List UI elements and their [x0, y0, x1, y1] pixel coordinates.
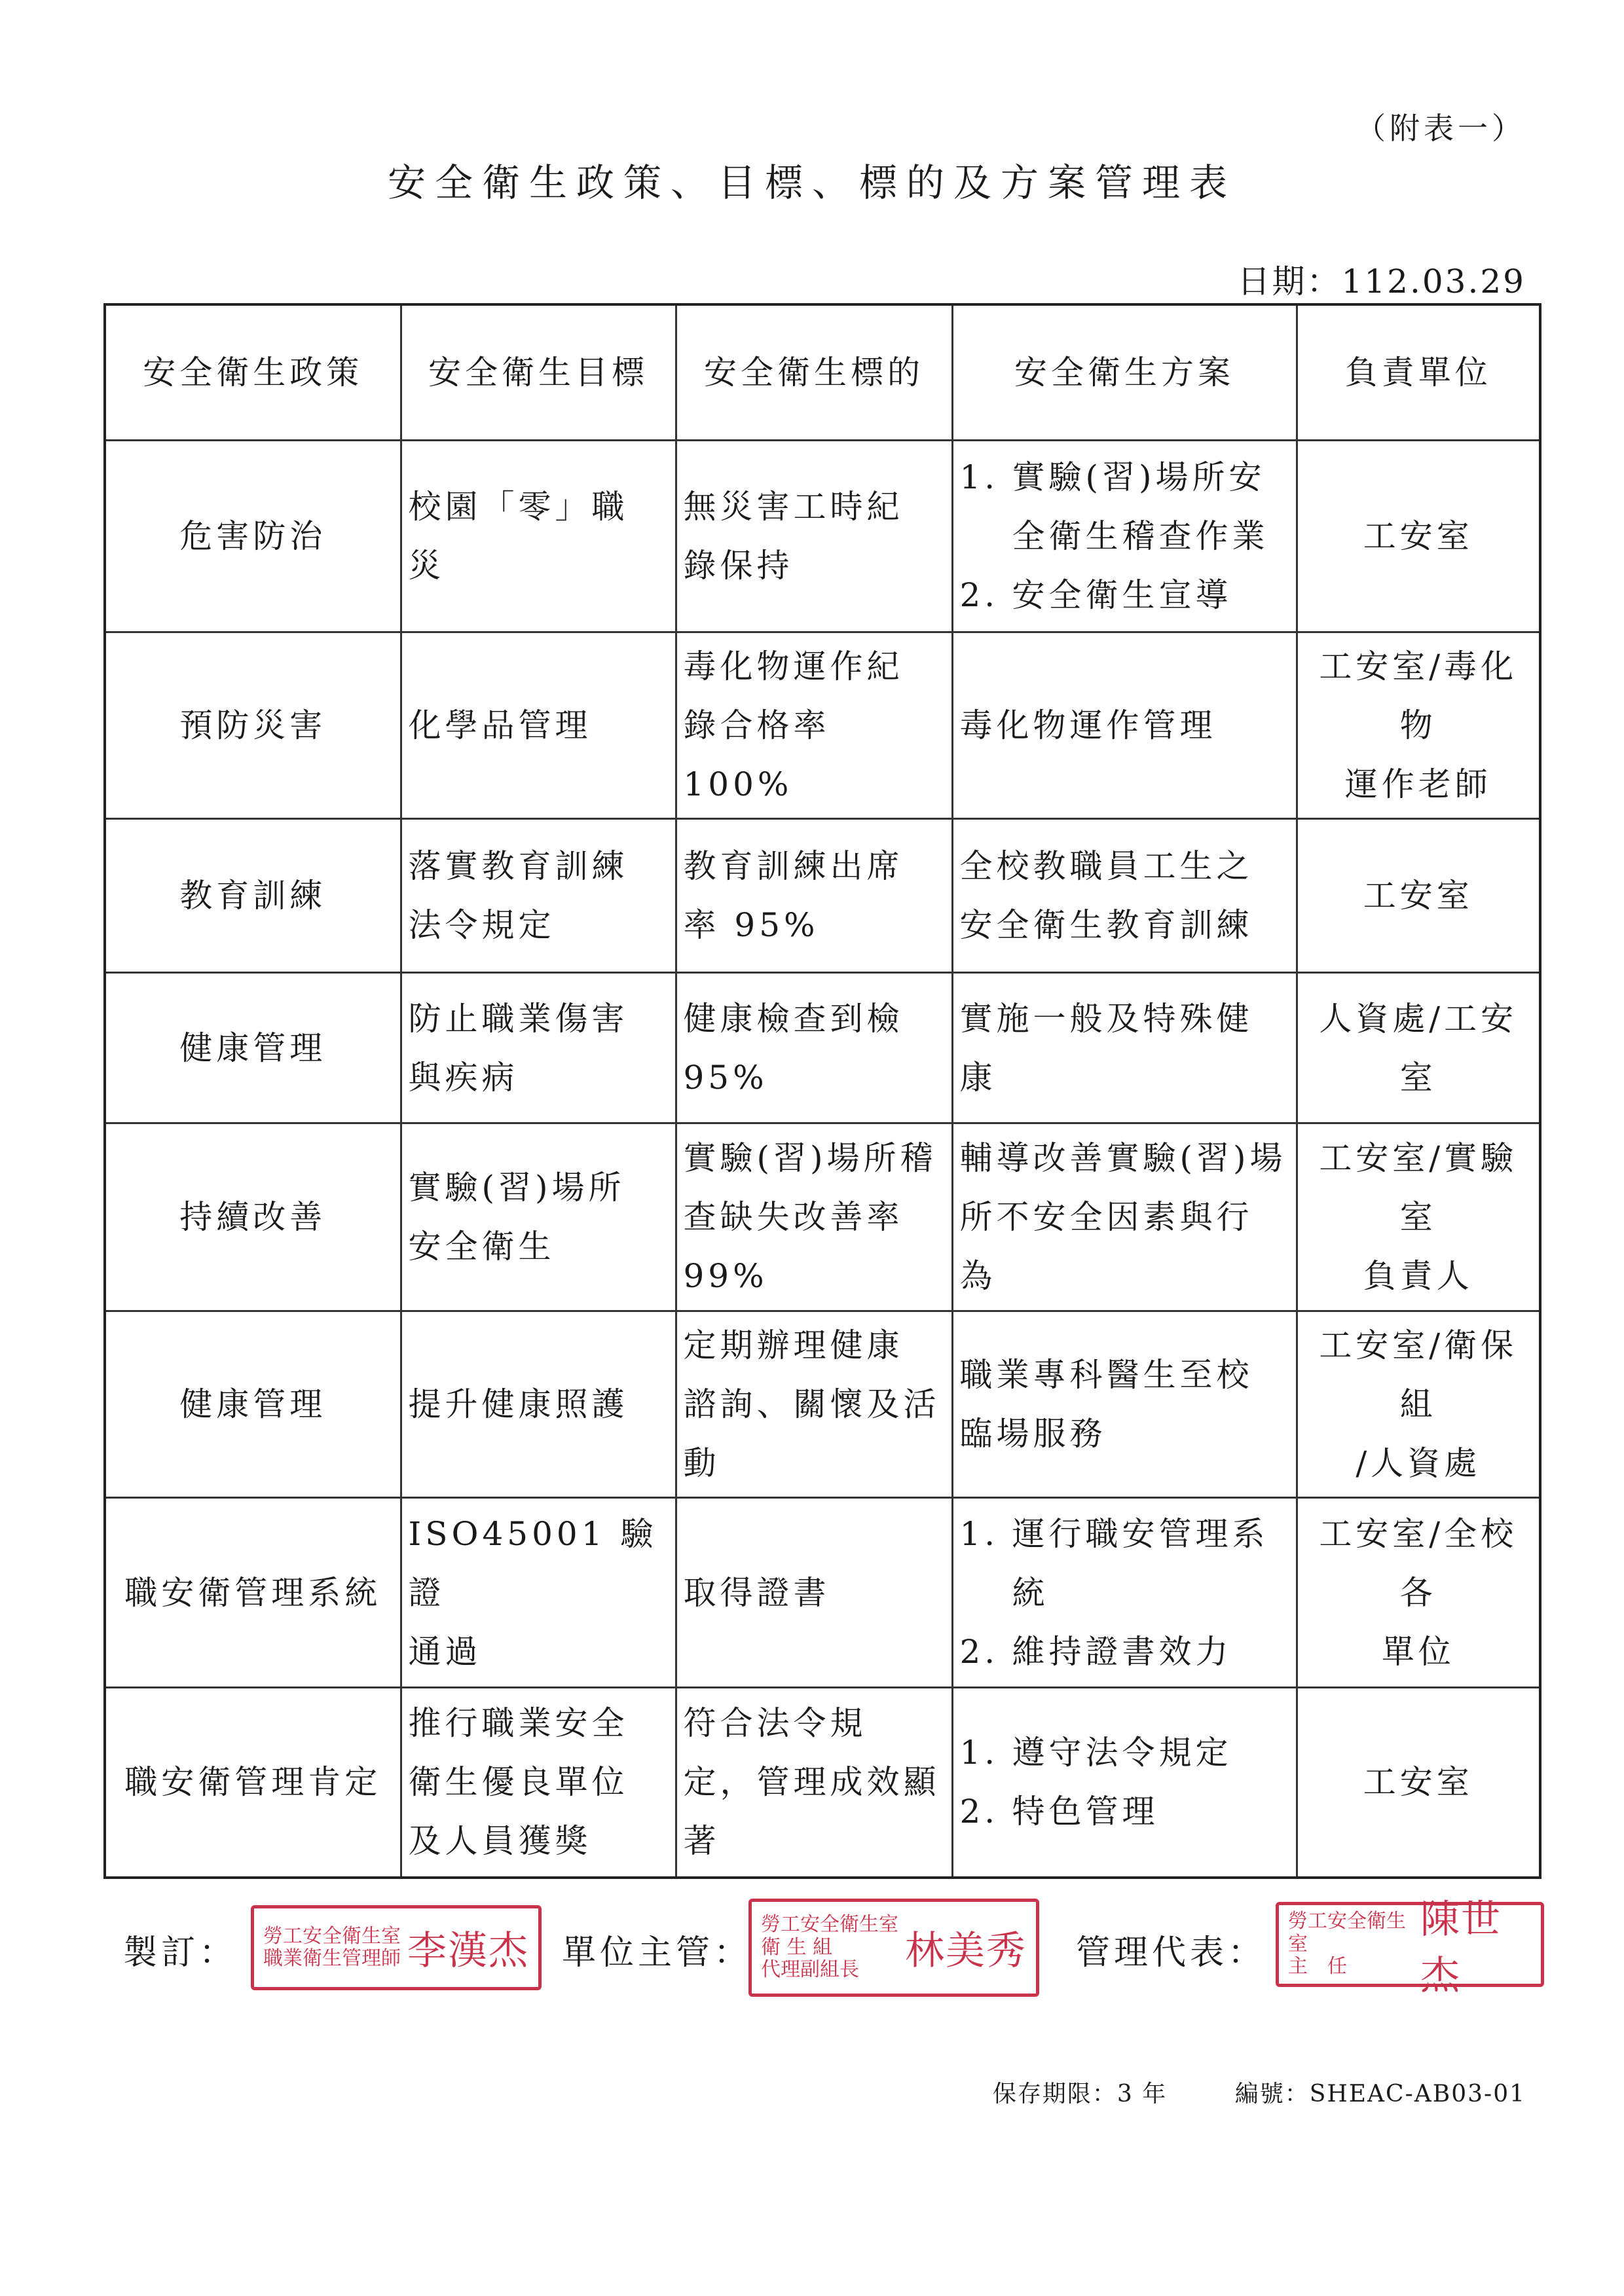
- author-name: 李漢杰: [407, 1928, 529, 1974]
- supervisor-stamp: [748, 1899, 1039, 1997]
- management-table: [103, 303, 1541, 1879]
- plan-item: 2. 特色管理: [959, 1793, 1159, 1831]
- table-row: [105, 1123, 1540, 1311]
- goal-cell: ISO45001 驗證 通過: [401, 1498, 676, 1688]
- table-header-row: [105, 304, 1540, 441]
- policy-cell: 健康管理: [105, 973, 401, 1123]
- header-policy: 安全衛生政策: [105, 304, 401, 441]
- table-row: [105, 1311, 1540, 1498]
- plan-cell: [952, 1688, 1297, 1878]
- plan-cell: 全校教職員工生之 安全衛生教育訓練: [952, 819, 1297, 973]
- representative-stamp: [1276, 1897, 1544, 1999]
- retention-period: 保存期限：3 年: [992, 2081, 1168, 2107]
- unit-cell: 工安室: [1297, 819, 1540, 973]
- unit-cell: 工安室/毒化物 運作老師: [1297, 632, 1540, 819]
- policy-cell: 健康管理: [105, 1311, 401, 1498]
- signature-section: [103, 1886, 1544, 2003]
- supervisor-name: 林美秀: [905, 1928, 1027, 1974]
- plan-item: 1. 實驗(習)場所安全衛生稽查作業: [959, 458, 1269, 555]
- policy-cell: 教育訓練: [105, 819, 401, 973]
- attachment-label: （附表一）: [1356, 111, 1526, 146]
- policy-cell: 危害防治: [105, 441, 401, 632]
- target-cell: 毒化物運作紀 錄合格率 100%: [676, 632, 952, 819]
- representative-stamp-title: 勞工安全衛生室 主 任: [1288, 1910, 1406, 1978]
- goal-cell: 實驗(習)場所 安全衛生: [401, 1123, 676, 1311]
- unit-cell: 人資處/工安室: [1297, 973, 1540, 1123]
- policy-cell: 持續改善: [105, 1123, 401, 1311]
- plan-item: 1. 遵守法令規定: [959, 1734, 1232, 1772]
- goal-cell: 化學品管理: [401, 632, 676, 819]
- header-target: 安全衛生標的: [676, 304, 952, 441]
- policy-cell: 職安衛管理肯定: [105, 1688, 401, 1878]
- unit-cell: 工安室: [1297, 1688, 1540, 1878]
- target-cell: 取得證書: [676, 1498, 952, 1688]
- author-label: 製訂：: [123, 1933, 238, 1973]
- plan-cell: [952, 441, 1297, 632]
- goal-cell: 校園「零」職 災: [401, 441, 676, 632]
- plan-item: 2. 安全衛生宣導: [959, 576, 1232, 614]
- goal-cell: 落實教育訓練 法令規定: [401, 819, 676, 973]
- goal-cell: 推行職業安全 衛生優良單位 及人員獲獎: [401, 1688, 676, 1878]
- target-cell: 定期辦理健康 諮詢、關懷及活 動: [676, 1311, 952, 1498]
- goal-cell: 提升健康照護: [401, 1311, 676, 1498]
- table-row: [105, 1498, 1540, 1688]
- target-cell: 符合法令規 定，管理成效顯 著: [676, 1688, 952, 1878]
- unit-cell: 工安室/衛保組 /人資處: [1297, 1311, 1540, 1498]
- header-goal: 安全衛生目標: [401, 304, 676, 441]
- table-row: [105, 819, 1540, 973]
- table-row: [105, 1688, 1540, 1878]
- supervisor-label: 單位主管：: [562, 1933, 752, 1973]
- document-footer: [993, 2075, 1526, 2109]
- author-stamp: [251, 1905, 542, 1990]
- plan-cell: 職業專科醫生至校 臨場服務: [952, 1311, 1297, 1498]
- policy-cell: 預防災害: [105, 632, 401, 819]
- plan-cell: 輔導改善實驗(習)場 所不安全因素與行 為: [952, 1123, 1297, 1311]
- representative-name: 陳世杰: [1420, 1897, 1502, 1999]
- table-row: [105, 632, 1540, 819]
- document-code: 編號：SHEAC-AB03-01: [1234, 2081, 1526, 2107]
- target-cell: 健康檢查到檢 95%: [676, 973, 952, 1123]
- goal-cell: 防止職業傷害 與疾病: [401, 973, 676, 1123]
- unit-cell: 工安室/實驗室 負責人: [1297, 1123, 1540, 1311]
- target-cell: 教育訓練出席 率 95%: [676, 819, 952, 973]
- plan-cell: 實施一般及特殊健 康: [952, 973, 1297, 1123]
- table-row: [105, 973, 1540, 1123]
- unit-cell: 工安室: [1297, 441, 1540, 632]
- author-stamp-title: 勞工安全衛生室 職業衛生管理師: [263, 1924, 401, 1970]
- unit-cell: 工安室/全校各 單位: [1297, 1498, 1540, 1688]
- plan-cell: 毒化物運作管理: [952, 632, 1297, 819]
- plan-cell: [952, 1498, 1297, 1688]
- header-unit: 負責單位: [1297, 304, 1540, 441]
- plan-item: 1. 運行職安管理系統: [959, 1514, 1269, 1612]
- plan-item: 2. 維持證書效力: [959, 1632, 1232, 1671]
- target-cell: 實驗(習)場所稽 查缺失改善率 99%: [676, 1123, 952, 1311]
- policy-cell: 職安衛管理系統: [105, 1498, 401, 1688]
- representative-label: 管理代表：: [1076, 1933, 1266, 1973]
- supervisor-stamp-title: 勞工安全衛生室 衛 生 組 代理副組長: [761, 1913, 898, 1982]
- header-plan: 安全衛生方案: [952, 304, 1297, 441]
- page-title: 安全衛生政策、目標、標的及方案管理表: [387, 160, 1236, 205]
- target-cell: 無災害工時紀 錄保持: [676, 441, 952, 632]
- table-row: [105, 441, 1540, 632]
- document-date: 日期：112.03.29: [1237, 263, 1526, 301]
